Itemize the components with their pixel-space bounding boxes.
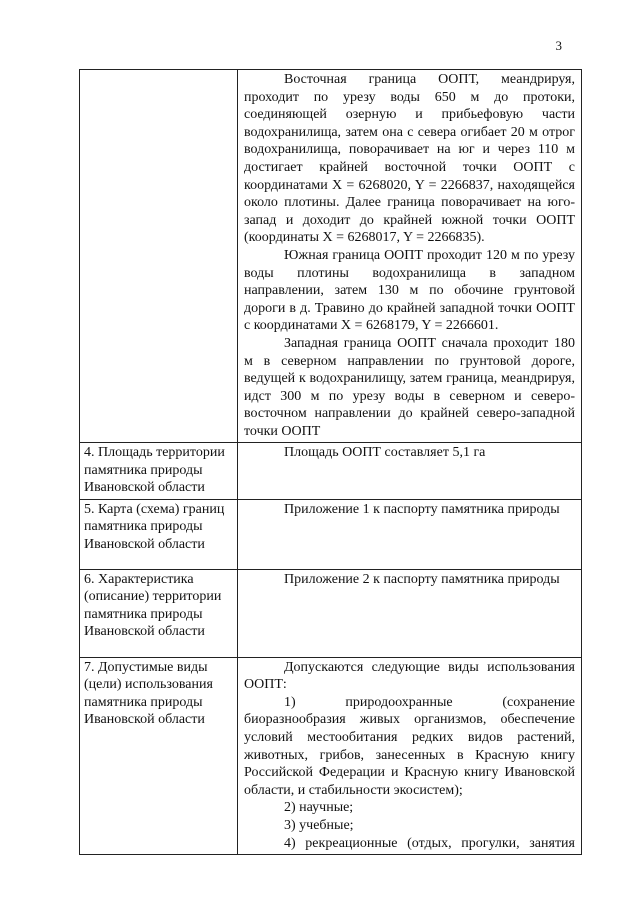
row-content: [238, 569, 582, 657]
paragraph: Приложение 1 к паспорту памятника природы: [284, 501, 560, 517]
row-label: 6. Характеристика (описание) территории памятника природы Ивановской области: [80, 569, 238, 657]
table-row: [80, 443, 582, 499]
page-number: 3: [555, 38, 562, 53]
row-content: [238, 657, 582, 855]
paragraph: 1) природоохранные (сохранение биоразнообразия живых организмов, обеспечение условий местообитания редких видов растений, животных, грибов, занесенных в Красную книгу Российской Федерации и Красную книгу Ивановской области, и стабильности экосистем);: [244, 694, 575, 798]
paragraph: Допускаются следующие виды использования ООПТ:: [244, 659, 575, 693]
row-content: [238, 443, 582, 499]
row-content: [238, 70, 582, 443]
table-row: [80, 569, 582, 657]
paragraph: 4) рекреационные (отдых, прогулки, занятия: [284, 835, 575, 851]
paragraph: 2) научные;: [284, 800, 354, 816]
paragraph: Площадь ООПТ составляет 5,1 га: [284, 445, 486, 461]
row-label: 4. Площадь территории памятника природы Ивановской области: [80, 443, 238, 499]
row-label: 7. Допустимые виды (цели) использования памятника природы Ивановской области: [80, 657, 238, 855]
table-row: [80, 499, 582, 569]
table-row: [80, 657, 582, 855]
table-row: [80, 70, 582, 443]
paragraph: Восточная граница ООПТ, меандрируя, проходит по урезу воды 650 м до протоки, соединяющей озерную и прибьефовую части водохранилища, затем она с севера огибает 20 м отрог водохранилища, поворачивает на юг и через 110 м достигает крайней восточной точки ООПТ с координатами X = 6268020, Y = 2266837, находящейся около плотины. Далее граница поворачивает на юго-запад и доходит до крайней южной точки ООПТ (координаты X = 6268017, Y = 2266835).: [244, 72, 575, 246]
row-label: 5. Карта (схема) границ памятника природы Ивановской области: [80, 499, 238, 569]
passport-table: [79, 69, 582, 855]
paragraph: 3) учебные;: [284, 818, 354, 834]
paragraph: Западная граница ООПТ сначала проходит 180 м в северном направлении по грунтовой дороге, ведущей к водохранилищу, затем граница, меандрируя, идст 300 м по урезу воды в северном и северо-восточном направлении до крайней северо-западной точки ООПТ: [244, 335, 575, 439]
paragraph: Приложение 2 к паспорту памятника природы: [284, 571, 560, 587]
paragraph: Южная граница ООПТ проходит 120 м по урезу воды плотины водохранилища в западном направлении, затем 130 м по обочине грунтовой дороги в д. Травино до крайней западной точки ООПТ с координатами X = 6268179, Y = 2266601.: [244, 247, 575, 334]
row-label: [80, 70, 238, 443]
row-content: [238, 499, 582, 569]
